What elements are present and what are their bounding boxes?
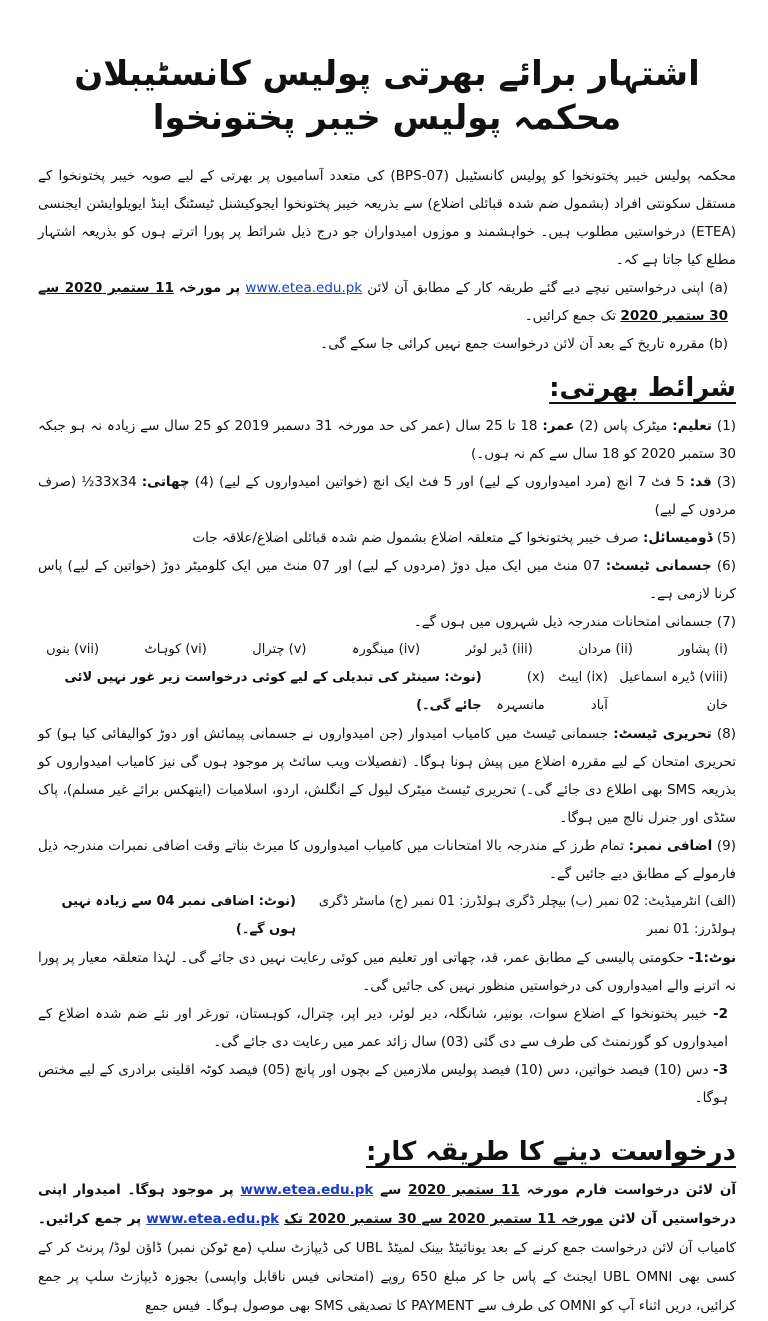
c8-marker: (8) (716, 726, 737, 742)
city-bannu: (vii) بنوں (46, 642, 100, 657)
c2-label: عمر: (542, 418, 575, 434)
condition-5 (38, 524, 736, 552)
condition-1-2 (38, 412, 736, 468)
c9-marks-text: (الف) انٹرمیڈیٹ: 02 نمبر (ب) بیچلر ڈگری ہولڈرز: 01 نمبر (ج) ماسٹر ڈگری ہولڈرز: 01 نمبر (318, 894, 736, 937)
conditions-heading: شرائط بھرتی: (549, 373, 736, 403)
condition-7 (38, 608, 736, 636)
city-kohat: (vi) کوہاٹ (144, 642, 207, 657)
city-mansehra: (x) مانسہرہ (496, 670, 545, 713)
c8-label: تحریری ٹیسٹ: (613, 726, 712, 742)
c9-text: تمام طرز کے مندرجہ بالا امتحانات میں کامیاب امیدواروں کا میرٹ بناتے وقت اضافی نمبرات مندرجہ ذیل فارمولے کے مطابق دیے جائیں گے۔ (38, 838, 736, 882)
c5-text: صرف خیبر پختونخوا کے متعلقہ اضلاع بشمول ضم شدہ قبائلی اضلاع/علاقہ جات (192, 530, 639, 546)
cities-row-2 (38, 664, 736, 720)
c1-label: تعلیم: (672, 418, 712, 434)
method-p1-c: پر موجود ہوگا۔ امیدوار اپنی (38, 1182, 234, 1198)
c6-label: جسمانی ٹیسٹ: (605, 558, 712, 574)
city-mingora: (iv) مینگورہ (351, 642, 421, 657)
method-p1-d: درخواستیں آن لائن (608, 1211, 736, 1227)
c7-text: جسمانی امتحانات مندرجہ ذیل شہروں میں ہوں گے۔ (413, 614, 713, 630)
c4-label: چھاتی: (141, 474, 190, 490)
center-change-note: (نوٹ: سینٹر کی تبدیلی کے لیے کوئی درخواست زیر غور نہیں لائی جائے گی۔) (64, 670, 482, 713)
c8-text: جسمانی ٹیسٹ میں کامیاب امیدوار (جن امیدواروں نے جسمانی پیمائش اور دوڑ کوالیفائی کیا ہو) کو تحریری امتحان کے لیے مقررہ اضلاع میں پیش ہونا ہوگا۔ (تفصیلات ویب سائٹ پر موجود ہوں گی نیز کامیاب امیدواروں کو بذریعہ SMS بھی اطلاع دی جائے گی۔) تحریری ٹیسٹ میٹرک لیول کے انگلش، اردو، اسلامیات (ایتھکس برائے غیر مسلم)، پاک سٹڈی اور جنرل نالج میں ہوگا۔ (38, 726, 736, 826)
c9-label: اضافی نمبر: (628, 838, 713, 854)
c3-text: 5 فٹ 7 انچ (مرد امیدواروں کے لیے) اور 5 فٹ ایک انچ (خواتین امیدواروں کے لیے) (218, 474, 685, 490)
method-p2-b: پر جمع کرائیں۔ (38, 1211, 142, 1227)
method-p1-b: سے (380, 1182, 402, 1198)
method-link-1[interactable]: www.etea.edu.pk (240, 1182, 374, 1198)
c5-marker: (5) (716, 530, 736, 546)
note-1-text: حکومتی پالیسی کے مطابق عمر، قد، چھاتی اور تعلیم میں کوئی رعایت نہیں دی جائے گی۔ لہٰذا متعلقہ معیار پر پورا نہ اترنے والے امیدواروں کی درخواستیں منظور نہیں کی جائیں گی۔ (38, 950, 736, 994)
etea-link[interactable]: www.etea.edu.pk (245, 280, 363, 296)
intro-paragraph: محکمہ پولیس خیبر پختونخوا کو پولیس کانسٹیبل (BPS-07) کی متعدد آسامیوں پر بھرتی کے لیے صوبہ خیبر پختونخوا کے مستقل سکونتی افراد (بشمول ضم شدہ قبائلی اضلاع) سے بذریعہ خیبر پختونخوا ایجوکیشنل ٹیسٹنگ اینڈ ایویلوایشن ایجنسی (ETEA) درخواستیں مطلوب ہیں۔ خواہشمند و موزوں امیدواران جو درج ذیل شرائط پر پورا اترتے ہوں کو بذریعہ اشتہار مطلع کیا جاتا ہے کہ۔ (38, 168, 736, 268)
c9-marks-note: (نوٹ: اضافی نمبر 04 سے زیادہ نہیں ہوں گے۔) (61, 894, 296, 937)
item-a-text-mid: پر مورخہ (179, 280, 241, 296)
condition-9 (38, 832, 736, 888)
city-chitral: (v) چترال (252, 642, 307, 657)
c7-marker: (7) (716, 614, 736, 630)
note-3 (38, 1056, 736, 1112)
note-2 (38, 1000, 736, 1056)
c1-marker: (1) (716, 418, 737, 434)
method-p2-c: کامیاب آن لائن درخواست جمع کرنے کے بعد یونائیٹڈ بینک لمیٹڈ UBL کی ڈیپازٹ سلپ (مع ٹوکن نمبر) ڈاؤن لوڈ/ پرنٹ کر کے کسی بھی UBL OMNI ایجنٹ کے پاس جا کر مبلغ 650 روپے (امتحانی فیس ناقابل واپسی) بجوزہ ڈیپازٹ سلپ پر جمع کرائیں، دریں اثناء آپ کو OMNI کی طرف سے PAYMENT کا تصدیقی SMS بھی موصول ہوگا۔ فیس جمع (38, 1240, 736, 1314)
item-b (38, 330, 736, 358)
c9-marker: (9) (716, 838, 736, 854)
note-3-label: 3- (712, 1062, 728, 1078)
item-a-dates: 11 ستمبر 2020 سے 30 ستمبر 2020 (38, 280, 728, 324)
c1-text: میٹرک پاس (603, 418, 668, 434)
method-p1-date: 11 ستمبر 2020 (408, 1182, 520, 1198)
cities-row-1 (38, 636, 736, 664)
city-dir-lower: (iii) ڈیر لوئر (465, 642, 533, 657)
method-link-2[interactable]: www.etea.edu.pk (146, 1211, 280, 1227)
c2-marker: (2) (579, 418, 599, 434)
condition-6 (38, 552, 736, 608)
item-b-text: مقررہ تاریخ کے بعد آن لائن درخواست جمع نہیں کرائی جا سکے گی۔ (320, 336, 705, 352)
method-paragraph (38, 1176, 736, 1321)
c5-label: ڈومیسائل: (642, 530, 713, 546)
c6-text: 07 منٹ میں ایک میل دوڑ (مردوں کے لیے) اور 07 منٹ میں ایک کلومیٹر دوڑ (خواتین کے لیے) پاس کرنا لازمی ہے۔ (38, 558, 736, 602)
c3-label: قد: (689, 474, 712, 490)
note-1 (38, 944, 736, 1000)
c4-text: 33x34½ (صرف مردوں کے لیے) (38, 474, 736, 518)
c3-marker: (3) (716, 474, 737, 490)
city-abbottabad: (ix) ایبٹ آباد (558, 670, 608, 713)
method-p2-date: مورخہ 11 ستمبر 2020 سے 30 ستمبر 2020 تک (284, 1211, 604, 1227)
condition-8 (38, 720, 736, 832)
c6-marker: (6) (716, 558, 737, 574)
method-heading: درخواست دینے کا طریقہ کار: (365, 1137, 736, 1167)
item-a-text-after: تک جمع کرائیں۔ (524, 308, 617, 324)
condition-9-marks (38, 888, 736, 944)
item-a (38, 274, 736, 330)
note-2-text: خیبر پختونخوا کے اضلاع سوات، بونیر، شانگلہ، دیر لوئر، دیر اپر، چترال، کوہستان، تورغر اور نئے ضم شدہ اضلاع کے امیدواروں کو گورنمنٹ کی طرف سے دی گئی (03) سال زائد عمر میں رعایت دی جائے گی۔ (38, 1006, 728, 1050)
item-b-marker: (b) (708, 336, 728, 352)
city-di-khan: (viii) ڈیرہ اسماعیل خان (619, 670, 728, 713)
c4-marker: (4) (194, 474, 214, 490)
note-1-label: نوٹ:1- (688, 950, 737, 966)
page-title: اشتہار برائے بھرتی پولیس کانسٹیبلان محکمہ پولیس خیبر پختونخوا (74, 54, 700, 138)
note-2-label: 2- (713, 1006, 729, 1022)
method-p1-a: آن لائن درخواست فارم مورخہ (526, 1182, 737, 1198)
note-3-text: دس (10) فیصد خواتین، دس (10) فیصد پولیس ملازمین کے بچوں اور پانچ (05) فیصد کوٹہ اقلیتی برادری کے لیے مختص ہوگا۔ (38, 1062, 728, 1106)
c2-text: 18 تا 25 سال (عمر کی حد مورخہ 31 دسمبر 2019 کو 25 سال سے زیادہ نہ ہو جبکہ 30 ستمبر 2020 کو 18 سال سے کم نہ ہوں۔) (38, 418, 736, 462)
item-a-text-before: اپنی درخواستیں نیچے دیے گئے طریقہ کار کے مطابق آن لائن (367, 280, 705, 296)
city-peshawar: (i) پشاور (678, 642, 728, 657)
city-mardan: (ii) مردان (578, 642, 633, 657)
condition-3-4 (38, 468, 736, 524)
item-a-marker: (a) (709, 280, 729, 296)
